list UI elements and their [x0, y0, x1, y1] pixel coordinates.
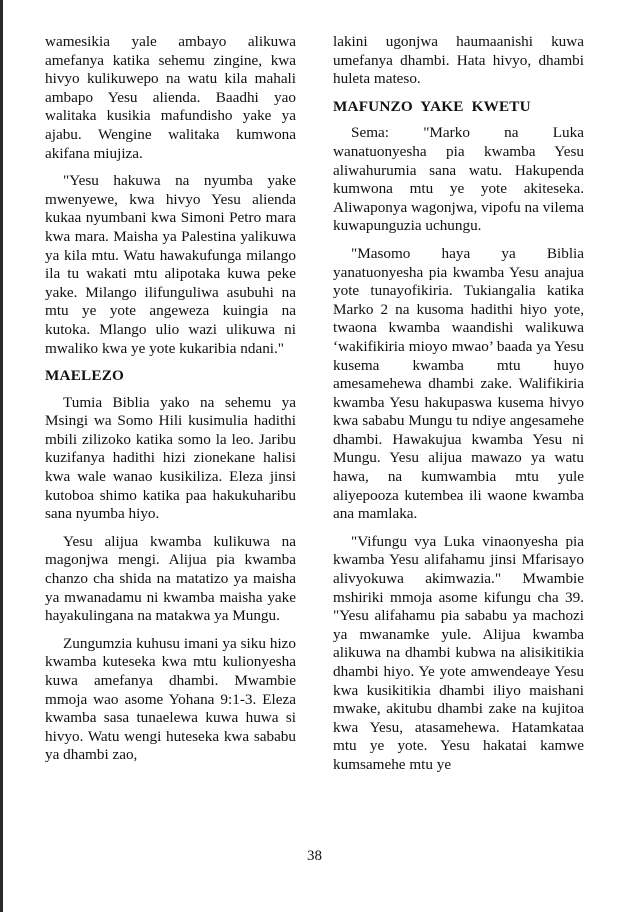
page-edge-bar	[0, 0, 3, 912]
paragraph: Yesu alijua kwamba kulikuwa na magonjwa mengi. Alijua pia kwamba chanzo cha shida na matatizo ya maisha ya mwanadamu ni kwamba maisha yake hayakulingana na matakwa ya Mungu.	[45, 532, 296, 625]
section-heading-mafunzo: MAFUNZO YAKE KWETU	[333, 97, 531, 115]
paragraph: "Yesu hakuwa na nyumba yake mwenyewe, kwa hivyo Yesu alienda kukaa nyumbani kwa Simoni Petro mara kwa mara. Maisha ya Palestina yalikuwa ya kila mtu. Watu hawakufunga milango ila tu wakati mtu alipotaka kuwa peke yake. Milango ilifunguliwa asubuhi na mtu ye yote angeweza kuingia na kutoka. Mlango ulio wazi ulikuwa ni mwaliko kwa ye yote kukaribia ndani."	[45, 172, 296, 357]
paragraph: "Vifungu vya Luka vinaonyesha pia kwamba Yesu alifahamu jinsi Mfarisayo alivyokuwa akimwazia." Mwambie mshiriki mmoja asome kifungu cha 39. "Yesu alifahamu pia sababu ya machozi ya mwanamke yule. Alijua kwamba alikuwa na dhambi kubwa na alisikitikia dhambi hiyo. Ye yote amwendeaye Yesu kwa kusikitikia dhambi iliyo maishani mwake, akitubu dhambi zake na kujitoa kwa Yesu, atasamehewa. Hatamkataa mtu ye yote. Yesu hakatai kamwe kumsamehe mtu ye	[333, 532, 584, 773]
paragraph: Sema: "Marko na Luka wanatuonyesha pia kwamba Yesu aliwahurumia sana watu. Hakupenda kumwona mtu ye yote akiteseka. Aliwaponya wagonjwa, vipofu na vilema kuwapunguzia uchungu.	[333, 124, 584, 235]
paragraph: wamesikia yale ambayo alikuwa amefanya katika sehemu zingine, kwa hivyo kulikuwepo na watu kila mahali ambapo Yesu alienda. Baadhi yao walitaka kusikia mafundisho yake ya ajabu. Wengine walitaka kumwona akifana miujiza.	[45, 33, 296, 162]
paragraph: lakini ugonjwa haumaanishi kuwa umefanya dhambi. Hata hivyo, dhambi huleta mateso.	[333, 33, 584, 88]
paragraph: "Masomo haya ya Biblia yanatuonyesha pia kwamba Yesu anajua yote tunayofikiria. Tukiangalia katika Marko 2 na kusoma hadithi hiyo yote, twaona kwamba waandishi walikuwa ‘wakifikiria mioyo mwao’ baada ya Yesu kusema kwamba mtu huyo amesamehewa dhambi zake. Walifikiria kwamba Yesu hakupaswa kusema hivyo kwa sababu Mungu tu ndiye angesamehe dhambi. Hawakujua kwamba Yesu ni Mungu. Yesu alijua mawazo ya watu hawa, na kumwambia mtu yule aliyepooza kutembea ili waone kwamba ana mamlaka.	[333, 244, 584, 523]
left-column	[45, 33, 296, 774]
paragraph: Zungumzia kuhusu imani ya siku hizo kwamba kuteseka kwa mtu kulionyesha kuwa amefanya dhambi. Mwambie mmoja wao asome Yohana 9:1-3. Eleza kwamba sasa tunaelewa kuwa huwa si hivyo. Watu wengi huteseka kwa sababu ya dhambi zao,	[45, 634, 296, 764]
right-column	[333, 33, 584, 784]
paragraph: Tumia Biblia yako na sehemu ya Msingi wa Somo Hili kusimulia hadithi mbili zilizoko katika somo la leo. Jaribu kuzifanya hadithi hizi zionekane halisi kwa wale wanao kusikiliza. Eleza jinsi kutoboa shimo katika paa hakukuharibu sana nyumba hiyo.	[45, 393, 296, 523]
section-heading-maelezo: MAELEZO	[45, 367, 125, 385]
page-number: 38	[307, 848, 322, 864]
